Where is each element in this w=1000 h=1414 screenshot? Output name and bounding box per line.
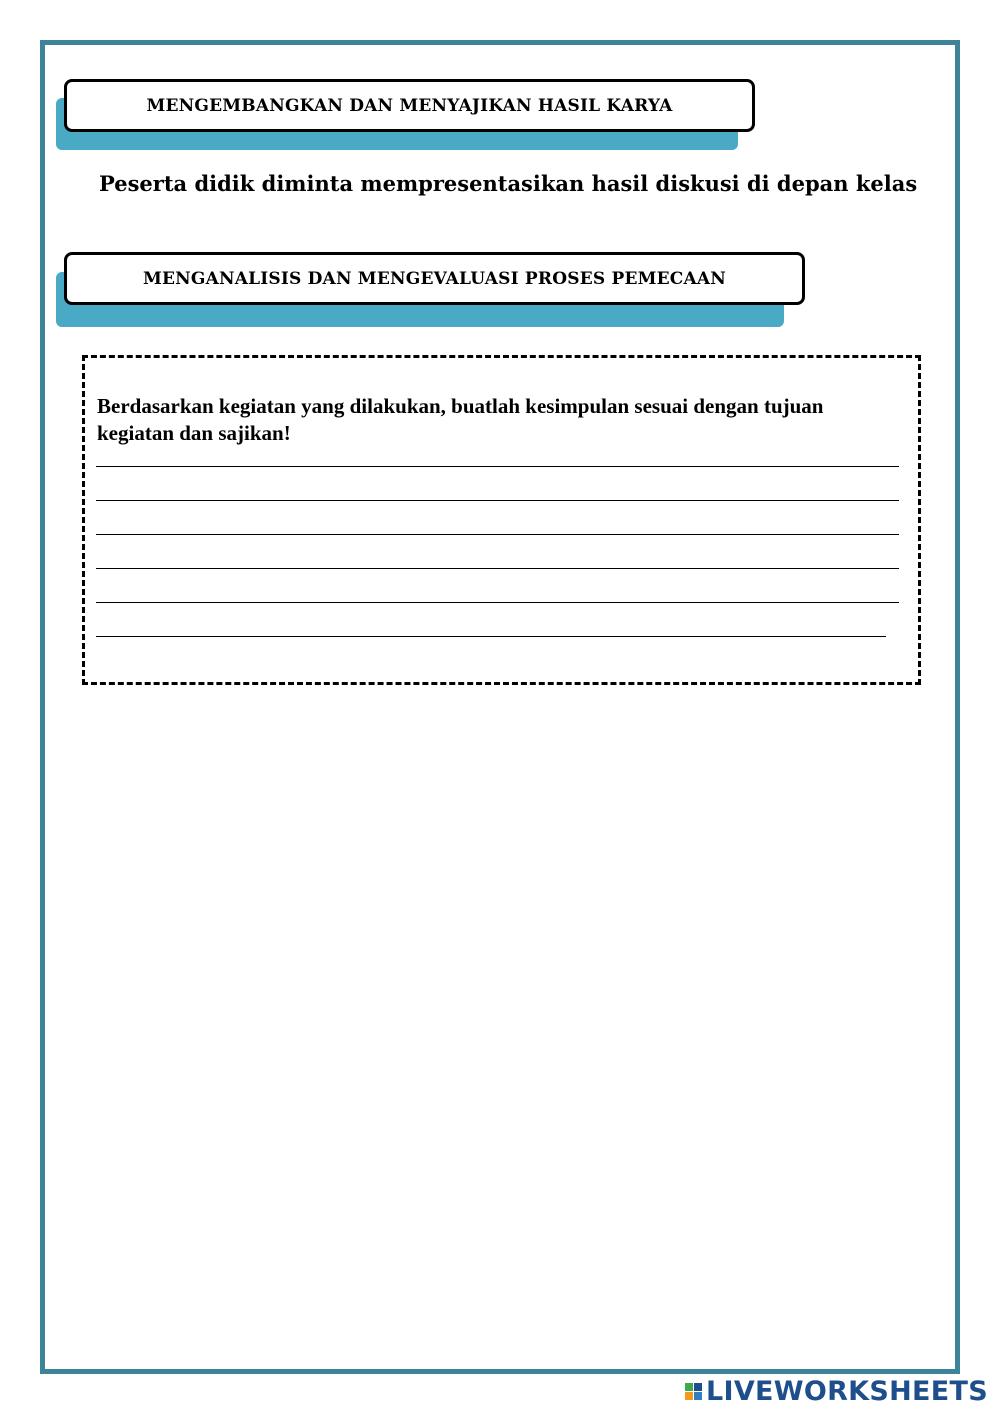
answer-line[interactable] — [96, 602, 899, 603]
logo-text: LIVEWORKSHEETS — [705, 1375, 988, 1407]
section-title-2: MENGANALISIS DAN MENGEVALUASI PROSES PEMECAAN — [64, 252, 805, 305]
liveworksheets-logo — [685, 1376, 988, 1406]
answer-line[interactable] — [96, 636, 886, 637]
section-title-1: MENGEMBANGKAN DAN MENYAJIKAN HASIL KARYA — [64, 79, 755, 132]
page-frame — [40, 40, 960, 1374]
answer-line[interactable] — [96, 534, 899, 535]
answer-line[interactable] — [96, 466, 899, 467]
task-prompt: Berdasarkan kegiatan yang dilakukan, buatlah kesimpulan sesuai dengan tujuan kegiatan dan sajikan! — [97, 394, 824, 445]
answer-line[interactable] — [96, 500, 899, 501]
answer-line[interactable] — [96, 568, 899, 569]
intro-paragraph: Peserta didik diminta mempresentasikan hasil diskusi di depan kelas — [99, 171, 918, 196]
liveworksheets-logo-icon — [685, 1383, 702, 1400]
